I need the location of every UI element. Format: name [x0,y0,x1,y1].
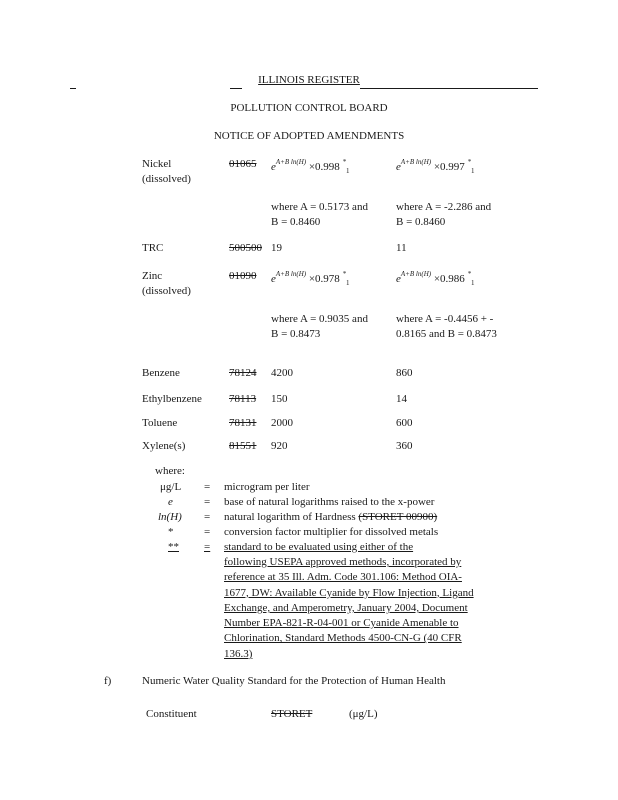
zinc-acute-where-2: B = 0.8473 [271,328,321,340]
ethylbenzene-name: Ethylbenzene [142,393,202,405]
ethylbenzene-chronic: 14 [396,393,407,405]
zinc-storet: 01090 [229,270,257,282]
section-f-title: Numeric Water Quality Standard for the Protection of Human Health [142,675,446,687]
toluene-storet: 78131 [229,417,257,429]
unit-header: (μg/L) [349,708,378,720]
zinc-acute-formula: $e^{A+B ln(H)} \times 0.978$ *$_1$ [271,270,350,287]
header-underline [360,88,538,89]
xylene-acute: 920 [271,440,288,452]
definition-symbol: * [168,526,174,538]
toluene-name: Toluene [142,417,178,429]
header-left-tick [70,88,76,89]
trc-storet: 500500 [229,242,262,254]
trc-acute: 19 [271,242,282,254]
zinc-acute-where: where A = 0.9035 and [271,313,368,325]
definition-symbol: μg/L [160,481,182,493]
board-title: POLLUTION CONTROL BOARD [230,102,388,114]
benzene-storet: 78124 [229,367,257,379]
notice-title: NOTICE OF ADOPTED AMENDMENTS [213,130,405,142]
toluene-acute: 2000 [271,417,293,429]
definition-symbol: ln(H) [158,511,182,523]
nickel-name: Nickel [142,158,172,170]
definition-text: microgram per liter [224,481,310,493]
ethylbenzene-acute: 150 [271,393,288,405]
definition-symbol: ** [168,541,179,553]
nickel-chronic-formula: $e^{A+B ln(H)} \times 0.997$ *$_1$ [396,158,475,175]
definition-text: standard to be evaluated using either of the [224,541,414,553]
storet-header: STORET [271,708,313,720]
constituent-header: Constituent [146,708,197,720]
nickel-chronic-where: where A = -2.286 and [396,201,492,213]
zinc-name: Zinc [142,270,163,282]
register-title: ILLINOIS REGISTER [258,74,360,86]
trc-chronic: 11 [396,242,407,254]
nickel-storet: 01065 [229,158,257,170]
definition-text: base of natural logarithms raised to the x-power [224,496,435,508]
nickel-acute-formula: $e^{A+B ln(H)} \times 0.998$ *$_1$ [271,158,350,175]
zinc-name-2: (dissolved) [142,285,191,297]
definition-text: natural logarithm of Hardness (STORET 00900) [224,511,438,523]
definition-text: conversion factor multiplier for dissolved metals [224,526,439,538]
section-f-label: f) [104,675,112,687]
benzene-acute: 4200 [271,367,293,379]
ethylbenzene-storet: 78113 [229,393,257,405]
zinc-chronic-where: where A = -0.4456 + - [396,313,494,325]
benzene-name: Benzene [142,367,180,379]
zinc-chronic-where-2: 0.8165 and B = 0.8473 [396,328,497,340]
xylene-chronic: 360 [396,440,413,452]
nickel-acute-where: where A = 0.5173 and [271,201,368,213]
nickel-chronic-where-2: B = 0.8460 [396,216,446,228]
toluene-chronic: 600 [396,417,413,429]
where-label: where: [155,465,185,477]
header-left-tick-2 [230,88,242,89]
nickel-acute-where-2: B = 0.8460 [271,216,321,228]
benzene-chronic: 860 [396,367,413,379]
zinc-chronic-formula: $e^{A+B ln(H)} \times 0.986$ *$_1$ [396,270,475,287]
xylene-name: Xylene(s) [142,440,186,452]
definition-symbol: e [168,496,173,508]
nickel-name-2: (dissolved) [142,173,191,185]
definition-note: following USEPA approved methods, incorporated by reference at 35 Ill. Adm. Code 301.106: Method OIA-1677, DW: Available Cyanide by Flow Injection, Ligand Exchange, and Amperometry, January 2004, Document Number EPA-821-R-04-001 or Cyanide Amenable to Chlorination, Standard Methods 4500-CN-G (40 CFR 136.3) [224,556,474,660]
trc-name: TRC [142,242,164,254]
xylene-storet: 81551 [229,440,257,452]
